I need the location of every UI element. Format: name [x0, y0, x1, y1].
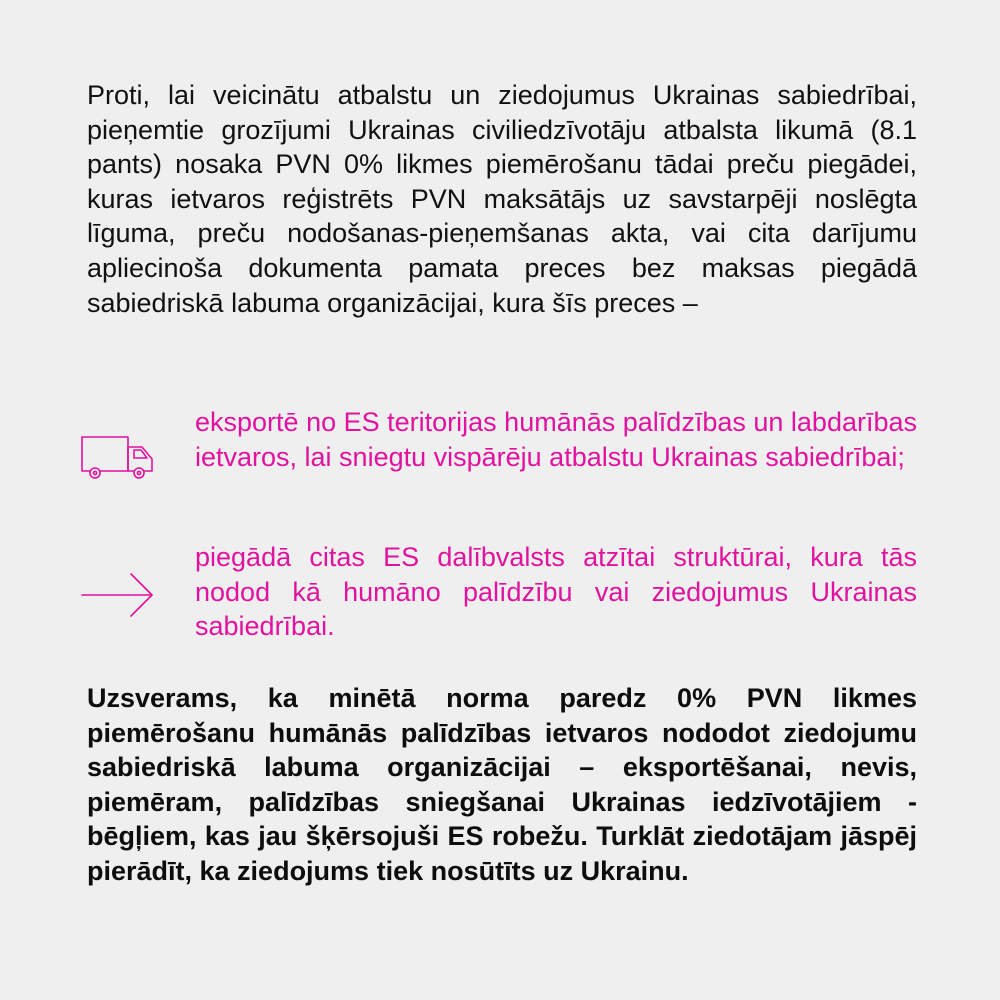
- intro-paragraph: Proti, lai veicinātu atbalstu un ziedojumus Ukrainas sabiedrībai, pieņemtie grozījumi Ukrainas civiliedzīvotāju atbalsta likumā (8.1 pants) nosaka PVN 0% likmes piemērošanu tādai preču piegādei, kuras ietvaros reģistrēts PVN maksātājs uz savstarpēji noslēgta līguma, preču nodošanas-pieņemšanas akta, vai cita darījumu apliecinoša dokumenta pamata preces bez maksas piegādā sabiedriskā labuma organizācijai, kura šīs preces –: [87, 80, 917, 318]
- bullet-text-export: eksportē no ES teritorijas humānās palīdzības un labdarības ietvaros, lai sniegtu vispārēju atbalstu Ukrainas sabiedrībai;: [195, 407, 917, 472]
- conclusion-paragraph: Uzsverams, ka minētā norma paredz 0% PVN likmes piemērošanu humānās palīdzības ietvaros nododot ziedojumu sabiedriskā labuma organizācijai – eksportēšanai, nevis, piemēram, palīdzības sniegšanai Ukrainas iedzīvotājiem - bēgļiem, kas jau šķērsojuši ES robežu. Turklāt ziedotājam jāspēj pierādīt, ka ziedojums tiek nosūtīts uz Ukrainu.: [87, 683, 917, 886]
- bullet-text-transfer: piegādā citas ES dalībvalsts atzītai struktūrai, kura tās nodod kā humāno palīdzību vai ziedojumus Ukrainas sabiedrībai.: [195, 542, 917, 642]
- arrow-right-icon: [80, 570, 156, 620]
- truck-icon: [80, 433, 156, 483]
